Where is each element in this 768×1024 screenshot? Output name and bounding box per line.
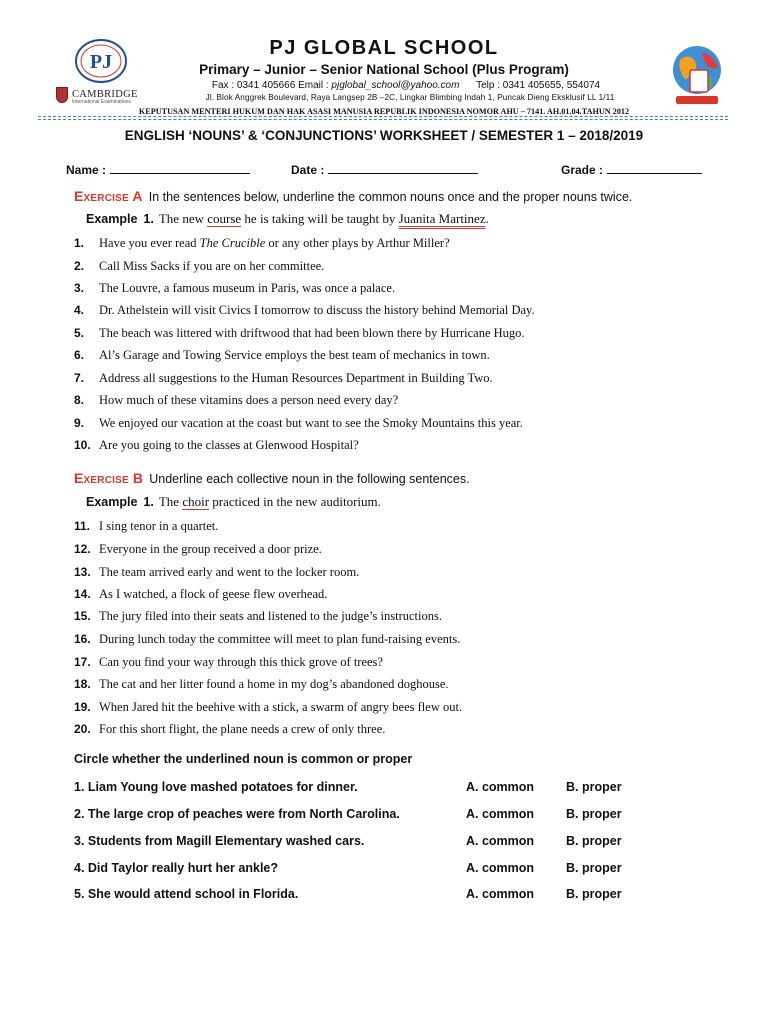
exercise-b-item [74, 632, 714, 647]
option-common[interactable]: A. common [466, 861, 535, 875]
item-number: 17. [74, 655, 91, 669]
item-number: 8. [74, 393, 85, 407]
exercise-a-item [74, 416, 714, 431]
example-common-noun: course [207, 211, 242, 226]
telephone: Telp : 0341 405655, 554074 [476, 80, 601, 91]
exercise-a-item [74, 348, 714, 363]
item-number: 11. [74, 519, 91, 533]
example-proper-noun: Juanita Martinez [398, 211, 486, 226]
option-proper[interactable]: B. proper [566, 861, 622, 875]
exercise-a-item [74, 236, 714, 251]
item-number: 7. [74, 371, 85, 385]
item-text: Al’s Garage and Towing Service employs the best team of mechanics in town. [99, 348, 490, 362]
school-subtitle: Primary – Junior – Senior National School (Plus Program) [199, 62, 569, 77]
exercise-b-label: Exercise B [74, 470, 144, 486]
exercise-a-item [74, 281, 714, 296]
question: 4. Did Taylor really hurt her ankle? [74, 861, 278, 875]
option-proper[interactable]: B. proper [566, 807, 622, 821]
school-name: PJ GLOBAL SCHOOL [269, 37, 499, 59]
example-label: Example [86, 495, 138, 509]
example-text: The [158, 494, 183, 509]
option-common[interactable]: A. common [466, 807, 535, 821]
item-text: The beach was littered with driftwood that had been blown there by Hurricane Hugo. [99, 326, 525, 340]
exercise-b-item [74, 722, 714, 737]
name-blank[interactable] [110, 163, 250, 174]
item-number: 19. [74, 700, 91, 714]
name-field[interactable] [66, 163, 250, 177]
item-text: For this short flight, the plane needs a crew of only three. [99, 722, 386, 736]
exercise-b-item [74, 677, 714, 692]
exercise-a-item [74, 326, 714, 341]
exercise-a-label: Exercise A [74, 188, 143, 204]
name-label: Name : [66, 163, 107, 177]
option-proper[interactable]: B. proper [566, 887, 622, 901]
item-number: 3. [74, 281, 85, 295]
exercise-b-header [74, 470, 470, 486]
header-divider-bottom [38, 119, 728, 120]
contact-line [166, 80, 646, 91]
item-text: Address all suggestions to the Human Resources Department in Building Two. [99, 371, 493, 385]
item-text: During lunch today the committee will meet to plan fund-raising events. [99, 632, 461, 646]
exercise-a-instruction: In the sentences below, underline the common nouns once and the proper nouns twice. [148, 190, 633, 204]
item-number: 9. [74, 416, 85, 430]
item-number: 16. [74, 632, 91, 646]
date-label: Date : [291, 163, 325, 177]
question: 3. Students from Magill Elementary washed cars. [74, 834, 365, 848]
grade-label: Grade : [561, 163, 604, 177]
example-text: The new [158, 211, 208, 226]
item-text: The cat and her litter found a home in my dog’s abandoned doghouse. [99, 677, 449, 691]
item-number: 15. [74, 609, 91, 623]
item-number: 20. [74, 722, 91, 736]
header-divider-top [38, 116, 728, 117]
part3-title: Circle whether the underlined noun is common or proper [74, 752, 413, 766]
item-text: The team arrived early and went to the locker room. [99, 565, 360, 579]
item-text: Can you find your way through this thick grove of trees? [99, 655, 383, 669]
exercise-a-item [74, 371, 714, 386]
example-label: Example [86, 212, 138, 226]
exercise-b-instruction: Underline each collective noun in the following sentences. [149, 472, 470, 486]
item-number: 10. [74, 438, 91, 452]
item-text: The jury filed into their seats and listened to the judge’s instructions. [99, 609, 442, 623]
option-proper[interactable]: B. proper [566, 834, 622, 848]
item-text: Dr. Athelstein will visit Civics I tomorrow to discuss the history behind Memorial Day. [99, 303, 535, 317]
example-collective-noun: choir [182, 494, 210, 509]
date-field[interactable] [291, 163, 478, 177]
option-common[interactable]: A. common [466, 780, 535, 794]
example-text: he is taking will be taught by [241, 211, 399, 226]
item-text: Everyone in the group received a door prize. [99, 542, 322, 556]
item-text: or any other plays by Arthur Miller? [265, 236, 450, 250]
exercise-b-item [74, 587, 714, 602]
item-text: As I watched, a flock of geese flew overhead. [99, 587, 328, 601]
item-text: Are you going to the classes at Glenwood Hospital? [99, 438, 359, 452]
item-text: Have you ever read [99, 236, 200, 250]
item-text: Call Miss Sacks if you are on her committee. [99, 259, 325, 273]
item-title-italic: The Crucible [199, 236, 266, 250]
question: 5. She would attend school in Florida. [74, 887, 299, 901]
cambridge-subtext: International Examinations [72, 99, 131, 105]
exercise-a-header [74, 188, 632, 204]
svg-text:PJ: PJ [89, 51, 113, 73]
item-number: 6. [74, 348, 85, 362]
cambridge-text: CAMBRIDGE [72, 88, 138, 100]
item-number: 14. [74, 587, 91, 601]
exercise-b-item [74, 519, 714, 534]
item-number: 13. [74, 565, 91, 579]
exercise-a-item [74, 259, 714, 274]
exercise-a-item [74, 393, 714, 408]
item-text: The Louvre, a famous museum in Paris, was once a palace. [99, 281, 396, 295]
question: 2. The large crop of peaches were from North Carolina. [74, 807, 400, 821]
example-text: . [485, 211, 489, 226]
item-number: 1. [74, 236, 85, 250]
address-line: Jl. Blok Anggrek Boulevard, Raya Langsep 2B –2C, Lingkar Blimbing Indah 1, Puncak Dieng Eksklusif LL 1/11 [205, 93, 615, 102]
item-number: 12. [74, 542, 91, 556]
exercise-a-item [74, 303, 714, 318]
grade-blank[interactable] [607, 163, 702, 174]
option-proper[interactable]: B. proper [566, 780, 622, 794]
exercise-b-item [74, 700, 714, 715]
item-number: 18. [74, 677, 91, 691]
email-address: pjglobal_school@yahoo.com [331, 80, 460, 91]
item-text: I sing tenor in a quartet. [99, 519, 219, 533]
worksheet-title: ENGLISH ‘NOUNS’ & ‘CONJUNCTIONS’ WORKSHEET / SEMESTER 1 – 2018/2019 [124, 128, 644, 143]
item-text: We enjoyed our vacation at the coast but want to see the Smoky Mountains this year. [99, 416, 523, 430]
exercise-b-item [74, 542, 714, 557]
exercise-a-item [74, 438, 714, 453]
exercise-b-item [74, 609, 714, 624]
example-number: 1. [143, 212, 154, 226]
grade-field[interactable] [561, 163, 702, 177]
item-number: 4. [74, 303, 85, 317]
decree-line: KEPUTUSAN MENTERI HUKUM DAN HAK ASASI MANUSIA REPUBLIK INDONESIA NOMOR AHU – 7141. AH.01.04.TAHUN 2012 [138, 107, 630, 116]
item-text: When Jared hit the beehive with a stick, a swarm of angry bees flew out. [99, 700, 463, 714]
option-common[interactable]: A. common [466, 834, 535, 848]
exercise-b-example [86, 494, 381, 510]
item-number: 2. [74, 259, 85, 273]
example-number: 1. [143, 495, 154, 509]
question: 1. Liam Young love mashed potatoes for dinner. [74, 780, 358, 794]
fax-label: Fax : 0341 405666 Email : [211, 80, 332, 91]
exercise-a-example [86, 211, 489, 227]
example-text: practiced in the new auditorium. [209, 494, 381, 509]
exercise-b-item [74, 655, 714, 670]
option-common[interactable]: A. common [466, 887, 535, 901]
cambridge-shield-icon [56, 87, 68, 103]
exercise-b-item [74, 565, 714, 580]
date-blank[interactable] [328, 163, 478, 174]
item-number: 5. [74, 326, 85, 340]
item-text: How much of these vitamins does a person need every day? [99, 393, 399, 407]
